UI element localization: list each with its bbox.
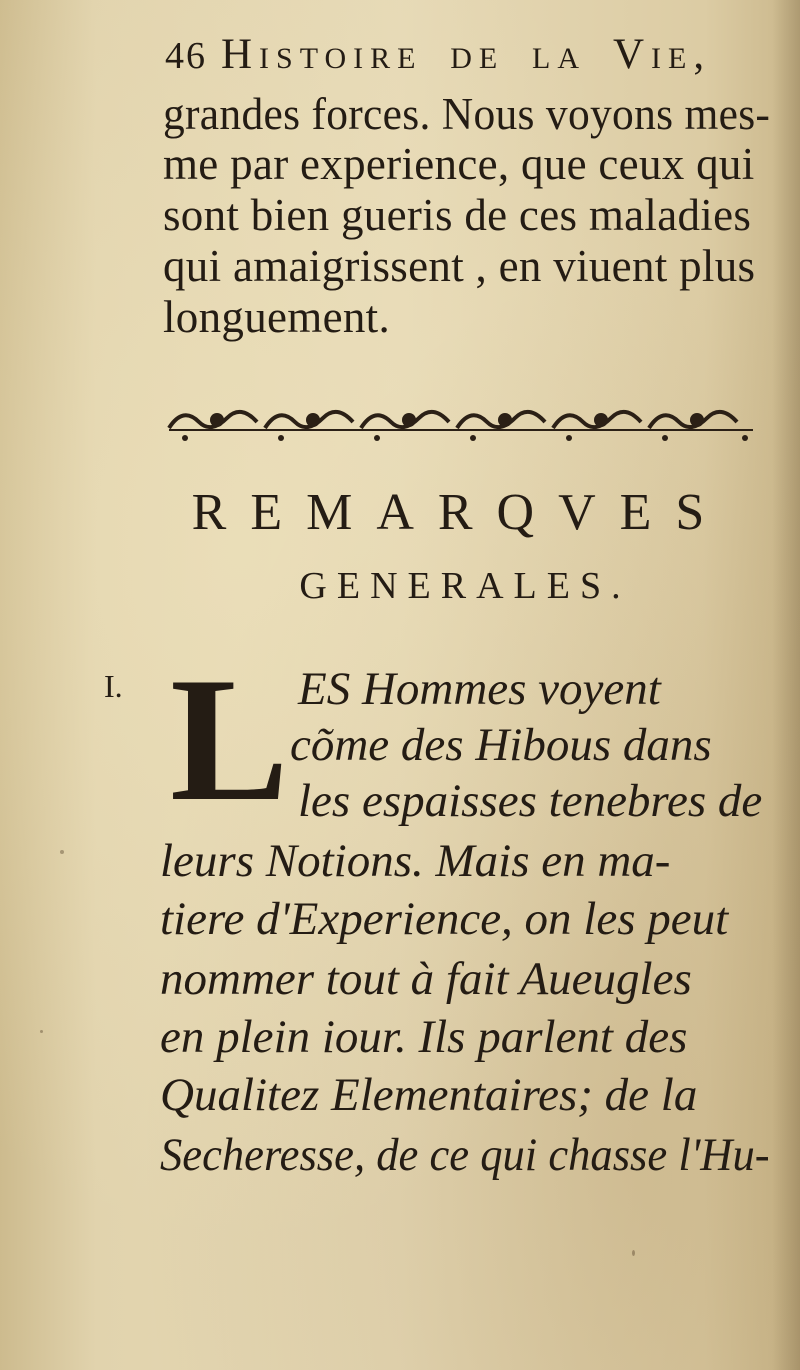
ornamental-divider bbox=[165, 400, 757, 448]
page-number: 46 bbox=[165, 35, 207, 77]
text-line: les espaisses tenebres de bbox=[298, 775, 763, 827]
running-title: Histoire de la Vie, bbox=[221, 31, 712, 78]
section-title-line-1: REMARQVES bbox=[191, 484, 729, 541]
text-line: longuement. bbox=[163, 292, 391, 342]
text-line: tiere d'Experience, on les peut bbox=[160, 893, 729, 945]
paragraph-number: I. bbox=[104, 668, 123, 704]
text-line: sont bien gueris de ces maladies bbox=[163, 190, 752, 240]
section-title-line-2: GENERALES. bbox=[299, 565, 631, 607]
page-edge-shadow bbox=[772, 0, 800, 1370]
ink-speck bbox=[60, 850, 64, 854]
text-line: qui amaigrissent , en viuent plus bbox=[163, 241, 756, 291]
text-line: ES Hommes voyent bbox=[298, 663, 661, 715]
text-line: cõme des Hibous dans bbox=[290, 719, 712, 771]
text-line: me par experience, que ceux qui bbox=[163, 139, 755, 189]
text-line: grandes forces. Nous voyons mes- bbox=[163, 89, 771, 139]
text-line: en plein iour. Ils parlent des bbox=[160, 1011, 688, 1063]
text-line: leurs Notions. Mais en ma- bbox=[160, 835, 671, 887]
text-line: nommer tout à fait Aueugles bbox=[160, 953, 692, 1005]
running-header bbox=[165, 30, 755, 85]
ink-speck bbox=[40, 1030, 43, 1033]
ink-speck bbox=[632, 1250, 635, 1256]
drop-cap: L bbox=[170, 640, 289, 838]
text-line: Secheresse, de ce qui chasse l'Hu- bbox=[160, 1129, 770, 1181]
text-line: Qualitez Elementaires; de la bbox=[160, 1069, 698, 1121]
